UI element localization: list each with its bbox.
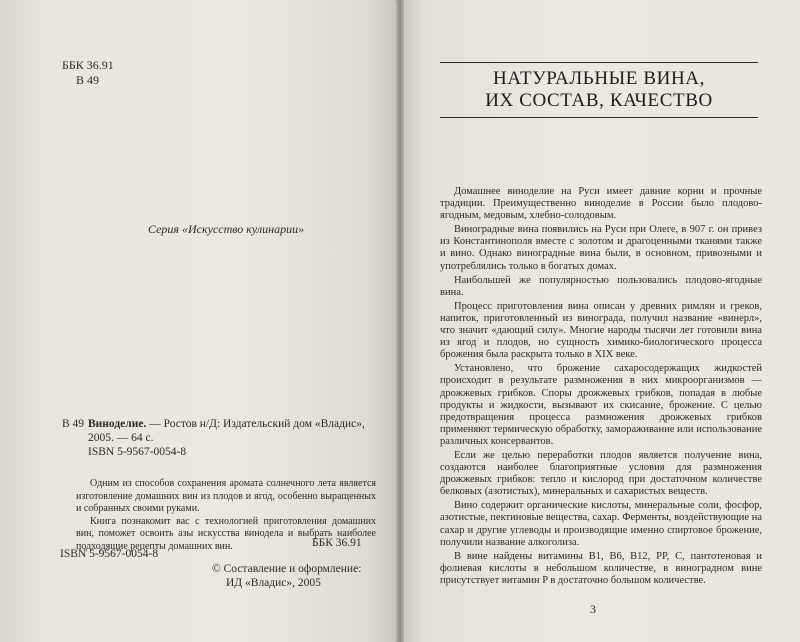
- heading-rule-top: [440, 62, 758, 63]
- series-title: Серия «Искусство кулинарии»: [148, 222, 305, 236]
- heading-line-1: НАТУРАЛЬНЫЕ ВИНА,: [493, 68, 705, 89]
- catalog-imprint-1: — Ростов н/Д: Издательский дом «Владис»,: [149, 418, 365, 430]
- body-paragraph: Процесс приготовления вина описан у древних римлян и греков, напиток, приготовленный из винограда, получил название «винерл», что значит «дающий силу». Многие народы тысячи лет готовили вина из ягод и плодов, но сущность химико-биологического процесса брожения была раскрыта только в XIX веке.: [440, 300, 762, 361]
- catalog-title: Виноделие.: [88, 418, 147, 430]
- catalog-code: В 49: [62, 418, 85, 430]
- catalog-isbn: ISBN 5-9567-0054-8: [88, 446, 187, 458]
- bbk-block: [62, 58, 114, 88]
- copyright-line-1: © Составление и оформление:: [212, 563, 362, 575]
- body-paragraph: Домашнее виноделие на Руси имеет давние корни и прочные традиции. Преимущественно виноделие в России было плодово-ягодным, медовым, хлебно-солодовым.: [440, 186, 762, 222]
- catalog-record: [62, 417, 382, 459]
- copyright: [212, 562, 361, 590]
- body-paragraph: Наибольшей же популярностью пользовались плодово-ягодные вина.: [440, 274, 762, 298]
- author-mark: В 49: [76, 73, 100, 87]
- chapter-body: [440, 186, 762, 589]
- body-paragraph: Установлено, что брожение сахаросодержащих жидкостей происходит в результате размножения в них микроорганизмов — дрожжевых грибков. Споры дрожжевых грибков, попадая в любые продукты и жидкости, вызывают их скисание, брожение. С целью предотвращения процесса размножения дрожжевых грибков применяют термическую обработку, замораживание или использование различных консервантов.: [440, 363, 762, 447]
- heading-line-2: ИХ СОСТАВ, КАЧЕСТВО: [485, 90, 713, 111]
- book-spine: [396, 0, 404, 642]
- page-number: 3: [590, 602, 596, 616]
- annotation-paragraph: Книга познакомит вас с технологией приготовления домашних вин, поможет освоить азы искусства винодела и выбрать наиболее подходящие рецепты домашних вин.: [76, 515, 376, 552]
- body-paragraph: Виноградные вина появились на Руси при Олеге, в 907 г. он привез из Константинополя вместе с золотом и драгоценными тканями также и вино. Однако виноградные вина были, в основном, привозными и употреблялись только в богатых домах.: [440, 224, 762, 272]
- catalog-imprint-2: 2005. — 64 с.: [88, 432, 154, 444]
- bbk-bottom: ББК 36.91: [312, 537, 362, 549]
- body-paragraph: В вине найдены витамины B1, B6, B12, PP, C, пантотеновая и фолиевая кислоты в небольшом количестве, в виноградном вине присутствует витамин P в достаточно большом количестве.: [440, 550, 762, 586]
- bbk-code: ББК 36.91: [62, 58, 114, 72]
- copyright-line-2: ИД «Владис», 2005: [226, 577, 321, 589]
- annotation-paragraph: Одним из способов сохранения аромата солнечного лета является изготовление домашних вин из плодов и ягод, особенно выращенных и собранных своими руками.: [76, 478, 376, 514]
- heading-rule-bottom: [440, 117, 758, 118]
- chapter-heading: [440, 68, 758, 112]
- isbn-bottom: ISBN 5-9567-0054-8: [60, 548, 159, 560]
- body-paragraph: Если же целью переработки плодов является получение вина, создаются наиболее благоприятные условия для размножения дрожжевых грибков: тепло и кислород при достаточном количестве белковых (азотистых), минеральных и сахаристых веществ.: [440, 449, 762, 498]
- body-paragraph: Вино содержит органические кислоты, минеральные соли, фосфор, азотистые, пектиновые вещества, сахар. Ферменты, воздействующие на сахар и другие углеводы и производящие именно спиртовое брожение, получили название алкоголиза.: [440, 500, 762, 548]
